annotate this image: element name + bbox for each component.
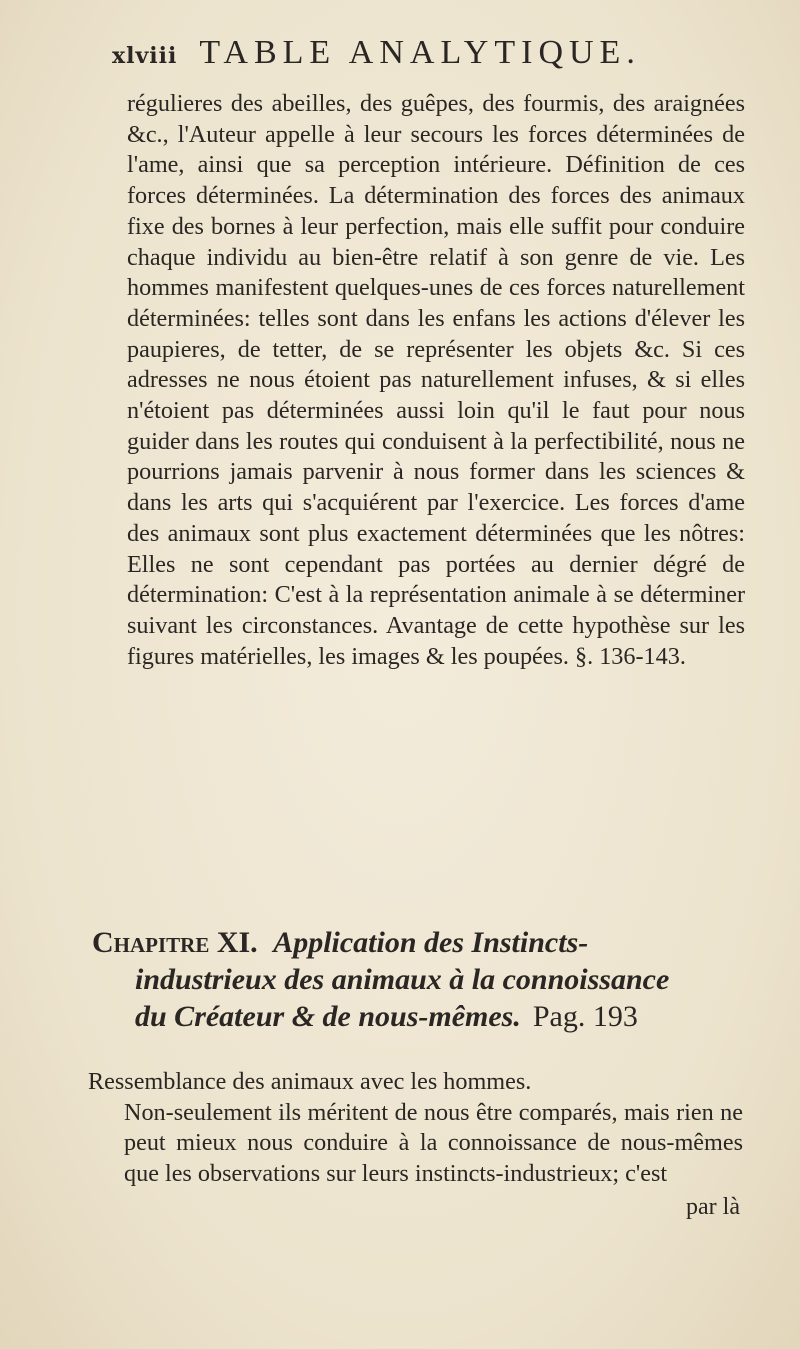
chapter-label: Chapitre XI.: [92, 926, 258, 959]
chapter-heading: [92, 924, 752, 1035]
chapter-title-line-1: Application des Instincts-: [273, 926, 589, 959]
chapter-title-line-2: industrieux des animaux à la connoissance: [135, 963, 670, 996]
catchword: par là: [686, 1194, 740, 1220]
page-header: [112, 34, 760, 74]
paragraph-2-body: Non-seulement ils méritent de nous être comparés, mais rien ne peut mieux nous conduire à la connoissance de nous-mêmes que les observations sur leurs instincts-industrieux; c'est: [124, 1098, 743, 1188]
running-title: TABLE ANALYTIQUE.: [199, 34, 641, 71]
chapter-page-ref: Pag. 193: [532, 1000, 638, 1033]
paragraph-2-lead: Ressemblance des animaux avec les hommes.: [88, 1068, 532, 1095]
paragraph-1: régulieres des abeilles, des guêpes, des fourmis, des araignées &c., l'Auteur appelle à leur secours les forces déterminées de l'ame, ainsi que sa perception intérieure. Définition de ces forces déterminées. La détermination des forces des animaux fixe des bornes à leur perfection, mais elle suffit pour conduire chaque individu au bien-être relatif à son genre de vie. Les hommes manifestent quelques-unes de ces forces naturellement déterminées: telles sont dans les enfans les actions d'élever les paupieres, de tetter, de se représenter les objets &c. Si ces adresses ne nous étoient pas naturellement infuses, & si elles n'étoient pas déterminées aussi loin qu'il le faut pour nous guider dans les routes qui conduisent à la perfectibilité, nous ne pourrions jamais parvenir à nous former dans les sciences & dans les arts qui s'acquiérent par l'exercice. Les forces d'ame des animaux sont plus exactement déterminées que les nôtres: Elles ne sont cependant pas portées au dernier dégré de détermination: C'est à la représentation animale à se déterminer suivant les circonstances. Avantage de cette hypothèse sur les figures matérielles, les images & les poupées. §. 136-143.: [127, 90, 745, 670]
page-number: xlviii: [112, 43, 178, 69]
chapter-title-line-3: du Créateur & de nous-mêmes.: [135, 1000, 521, 1033]
paragraph-2: [88, 1067, 743, 1190]
